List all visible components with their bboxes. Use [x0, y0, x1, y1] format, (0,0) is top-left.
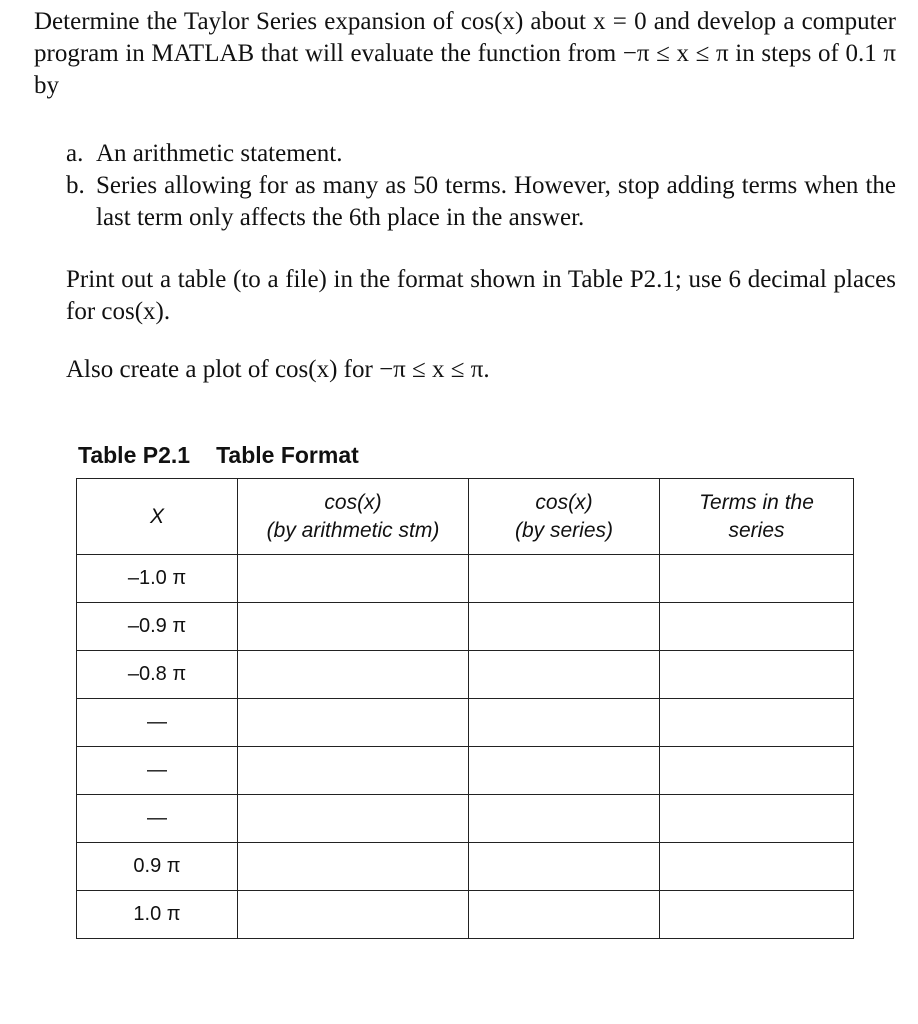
- header-terms: [660, 479, 854, 555]
- list-marker: a.: [66, 140, 84, 167]
- table-title: Table Format: [216, 442, 359, 468]
- cell-series: [469, 603, 660, 651]
- problem-intro: Determine the Taylor Series expansion of cos(x) about x = 0 and develop a computer program in MATLAB that will evaluate the function from −π ≤ x ≤ π in steps of 0.1 π by: [34, 8, 896, 99]
- table-row: [77, 747, 854, 795]
- cell-arith: [238, 699, 469, 747]
- cell-terms: [660, 891, 854, 939]
- cell-arith: [238, 747, 469, 795]
- cell-x: —: [77, 795, 238, 843]
- table-row: [77, 891, 854, 939]
- cell-x: –1.0 π: [77, 555, 238, 603]
- cell-series: [469, 651, 660, 699]
- table-row: [77, 795, 854, 843]
- cell-terms: [660, 603, 854, 651]
- list-marker: b.: [66, 172, 85, 199]
- cell-x: 1.0 π: [77, 891, 238, 939]
- table-header-row: [77, 479, 854, 555]
- cell-arith: [238, 603, 469, 651]
- table-row: [77, 555, 854, 603]
- header-cos-series: [469, 479, 660, 555]
- plot-instruction: Also create a plot of cos(x) for −π ≤ x ≤ π.: [66, 356, 490, 383]
- print-instruction: Print out a table (to a file) in the format shown in Table P2.1; use 6 decimal places for cos(x).: [66, 266, 896, 325]
- cell-arith: [238, 651, 469, 699]
- cell-series: [469, 843, 660, 891]
- cell-terms: [660, 843, 854, 891]
- header-line: cos(x): [324, 490, 382, 514]
- cell-arith: [238, 843, 469, 891]
- cell-arith: [238, 891, 469, 939]
- list-item-text: An arithmetic statement.: [96, 140, 343, 167]
- header-cos-arithmetic: [238, 479, 469, 555]
- table-row: [77, 699, 854, 747]
- table-caption: [78, 440, 359, 470]
- format-table: [76, 478, 854, 939]
- cell-arith: [238, 795, 469, 843]
- cell-terms: [660, 747, 854, 795]
- list-item: [66, 138, 896, 170]
- problem-statement: [34, 6, 896, 102]
- list-item: [66, 170, 896, 234]
- table-row: [77, 603, 854, 651]
- list-item-text: Series allowing for as many as 50 terms. However, stop adding terms when the last term only affects the 6th place in the answer.: [96, 172, 896, 231]
- header-line: X: [149, 504, 164, 528]
- table-row: [77, 843, 854, 891]
- cell-series: [469, 699, 660, 747]
- cell-x: –0.9 π: [77, 603, 238, 651]
- cell-x: –0.8 π: [77, 651, 238, 699]
- cell-arith: [238, 555, 469, 603]
- table-label: Table P2.1: [78, 442, 191, 468]
- cell-series: [469, 891, 660, 939]
- header-line: series: [728, 518, 785, 542]
- cell-terms: [660, 651, 854, 699]
- requirements-list: [66, 138, 896, 234]
- header-line: (by arithmetic stm): [266, 518, 440, 542]
- table-row: [77, 651, 854, 699]
- cell-x: —: [77, 747, 238, 795]
- cell-series: [469, 747, 660, 795]
- cell-series: [469, 795, 660, 843]
- header-line: Terms in the: [699, 490, 814, 514]
- cell-terms: [660, 699, 854, 747]
- cell-x: —: [77, 699, 238, 747]
- cell-x: 0.9 π: [77, 843, 238, 891]
- cell-series: [469, 555, 660, 603]
- cell-terms: [660, 555, 854, 603]
- header-line: (by series): [514, 518, 614, 542]
- cell-terms: [660, 795, 854, 843]
- header-x: [77, 479, 238, 555]
- header-line: cos(x): [535, 490, 593, 514]
